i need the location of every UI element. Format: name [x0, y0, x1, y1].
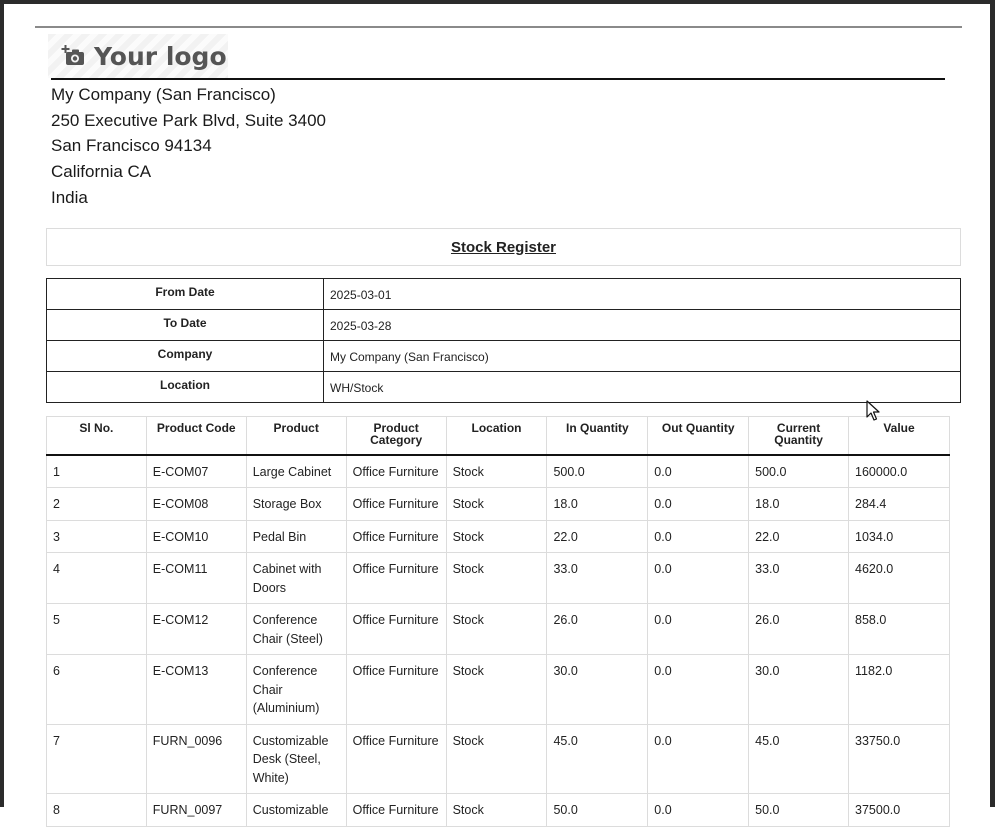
address-line: 250 Executive Park Blvd, Suite 3400 — [51, 110, 326, 130]
table-row — [47, 488, 950, 521]
filter-value: 2025-03-01 — [324, 279, 961, 310]
cell-sl-no: 6 — [47, 655, 147, 725]
cell-product: Pedal Bin — [246, 520, 346, 553]
cell-out-quantity: 0.0 — [648, 520, 749, 553]
cell-value: 1182.0 — [849, 655, 950, 725]
report-title: Stock Register — [450, 238, 557, 256]
column-header-product: Product — [246, 417, 346, 455]
cell-product: Customizable Desk (Steel, White) — [246, 724, 346, 794]
cell-current-quantity: 18.0 — [749, 488, 849, 521]
cell-product: Large Cabinet — [246, 455, 346, 488]
cell-in-quantity: 50.0 — [547, 794, 648, 827]
filter-value: WH/Stock — [324, 372, 961, 403]
cell-product-code: E-COM07 — [146, 455, 246, 488]
cell-product-category: Office Furniture — [346, 604, 446, 655]
cell-out-quantity: 0.0 — [648, 794, 749, 827]
cell-sl-no: 4 — [47, 553, 147, 604]
column-header-out-quantity: Out Quantity — [648, 417, 749, 455]
table-row — [47, 794, 950, 827]
cell-current-quantity: 33.0 — [749, 553, 849, 604]
address-line: My Company (San Francisco) — [51, 85, 276, 104]
column-header-sl-no: Sl No. — [47, 417, 147, 455]
cell-in-quantity: 500.0 — [547, 455, 648, 488]
cell-out-quantity: 0.0 — [648, 604, 749, 655]
cell-location: Stock — [446, 455, 547, 488]
cell-current-quantity: 30.0 — [749, 655, 849, 725]
cell-sl-no: 8 — [47, 794, 147, 827]
cell-product-code: E-COM13 — [146, 655, 246, 725]
cell-product-category: Office Furniture — [346, 520, 446, 553]
cell-location: Stock — [446, 655, 547, 725]
cell-product-code: E-COM12 — [146, 604, 246, 655]
cell-product: Conference Chair (Steel) — [246, 604, 346, 655]
cell-product-category: Office Furniture — [346, 655, 446, 725]
cell-location: Stock — [446, 488, 547, 521]
cell-current-quantity: 45.0 — [749, 724, 849, 794]
table-row — [47, 455, 950, 488]
column-header-value: Value — [849, 417, 950, 455]
cell-location: Stock — [446, 604, 547, 655]
cell-location: Stock — [446, 520, 547, 553]
cell-current-quantity: 500.0 — [749, 455, 849, 488]
cell-value: 284.4 — [849, 488, 950, 521]
table-header-row — [47, 417, 950, 455]
cell-product: Conference Chair (Aluminium) — [246, 655, 346, 725]
cell-product: Storage Box — [246, 488, 346, 521]
cell-value: 1034.0 — [849, 520, 950, 553]
cell-product: Cabinet with Doors — [246, 553, 346, 604]
cell-product-category: Office Furniture — [346, 553, 446, 604]
filter-value: 2025-03-28 — [324, 310, 961, 341]
cell-in-quantity: 26.0 — [547, 604, 648, 655]
report-page — [4, 4, 990, 817]
cell-current-quantity: 50.0 — [749, 794, 849, 827]
viewer-frame-right — [990, 0, 995, 807]
cell-product-code: E-COM08 — [146, 488, 246, 521]
column-header-location: Location — [446, 417, 547, 455]
column-header-product-code: Product Code — [146, 417, 246, 455]
filter-label: To Date — [47, 310, 324, 341]
cell-value: 858.0 — [849, 604, 950, 655]
cell-location: Stock — [446, 553, 547, 604]
cell-product-category: Office Furniture — [346, 455, 446, 488]
company-address — [51, 82, 326, 211]
cell-sl-no: 1 — [47, 455, 147, 488]
filter-row — [47, 341, 961, 372]
cell-product-code: FURN_0097 — [146, 794, 246, 827]
cell-current-quantity: 26.0 — [749, 604, 849, 655]
cell-out-quantity: 0.0 — [648, 455, 749, 488]
cell-value: 37500.0 — [849, 794, 950, 827]
logo-underline — [51, 78, 945, 80]
cell-location: Stock — [446, 724, 547, 794]
cell-sl-no: 2 — [47, 488, 147, 521]
filter-label: From Date — [47, 279, 324, 310]
logo-text: Your logo — [94, 41, 227, 71]
report-title-box — [46, 228, 961, 266]
report-filters-table — [46, 278, 961, 403]
cell-in-quantity: 33.0 — [547, 553, 648, 604]
stock-register-table — [46, 416, 950, 827]
header-divider — [35, 26, 962, 28]
camera-add-icon — [62, 45, 86, 67]
cell-current-quantity: 22.0 — [749, 520, 849, 553]
stock-table-body — [47, 455, 950, 827]
cell-product-code: FURN_0096 — [146, 724, 246, 794]
table-row — [47, 724, 950, 794]
cell-value: 4620.0 — [849, 553, 950, 604]
cell-in-quantity: 18.0 — [547, 488, 648, 521]
filter-row — [47, 279, 961, 310]
address-line: India — [51, 187, 88, 207]
cell-product-code: E-COM11 — [146, 553, 246, 604]
column-header-current-quantity: Current Quantity — [749, 417, 849, 455]
cell-sl-no: 7 — [47, 724, 147, 794]
cell-product-category: Office Furniture — [346, 794, 446, 827]
filter-label: Company — [47, 341, 324, 372]
table-row — [47, 604, 950, 655]
cell-location: Stock — [446, 794, 547, 827]
cell-product: Customizable — [246, 794, 346, 827]
filter-value: My Company (San Francisco) — [324, 341, 961, 372]
cell-in-quantity: 30.0 — [547, 655, 648, 725]
cell-out-quantity: 0.0 — [648, 488, 749, 521]
filter-row — [47, 372, 961, 403]
cell-sl-no: 3 — [47, 520, 147, 553]
table-row — [47, 520, 950, 553]
column-header-in-quantity: In Quantity — [547, 417, 648, 455]
cell-product-code: E-COM10 — [146, 520, 246, 553]
filter-row — [47, 310, 961, 341]
company-logo — [48, 34, 228, 78]
filter-label: Location — [47, 372, 324, 403]
cell-value: 33750.0 — [849, 724, 950, 794]
cell-out-quantity: 0.0 — [648, 655, 749, 725]
cell-sl-no: 5 — [47, 604, 147, 655]
cell-out-quantity: 0.0 — [648, 724, 749, 794]
cell-out-quantity: 0.0 — [648, 553, 749, 604]
mouse-cursor-icon — [866, 400, 880, 422]
table-row — [47, 553, 950, 604]
column-header-product-category: Product Category — [346, 417, 446, 455]
cell-in-quantity: 45.0 — [547, 724, 648, 794]
table-row — [47, 655, 950, 725]
cell-product-category: Office Furniture — [346, 488, 446, 521]
cell-in-quantity: 22.0 — [547, 520, 648, 553]
address-line: San Francisco 94134 — [51, 136, 212, 156]
address-line: California CA — [51, 162, 152, 182]
cell-value: 160000.0 — [849, 455, 950, 488]
cell-product-category: Office Furniture — [346, 724, 446, 794]
